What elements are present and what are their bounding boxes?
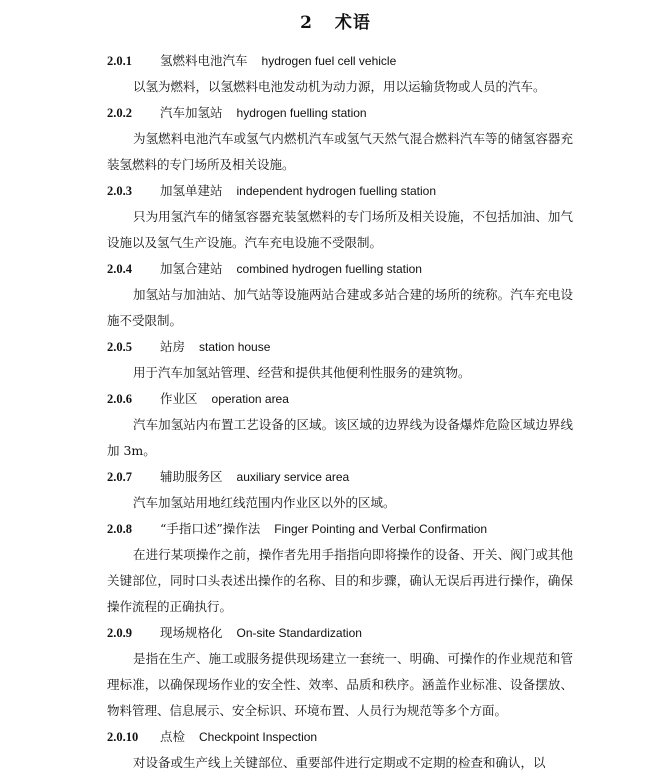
term-entry	[107, 334, 573, 386]
term-chinese-name: 辅助服务区	[160, 469, 223, 484]
term-number: 2.0.5	[107, 340, 132, 354]
term-entry	[107, 464, 573, 516]
term-number: 2.0.3	[107, 184, 132, 198]
term-english-name: Finger Pointing and Verbal Confirmation	[274, 522, 488, 536]
term-definition: 用于汽车加氢站管理、经营和提供其他便利性服务的建筑物。	[133, 365, 471, 380]
term-number: 2.0.6	[107, 392, 132, 406]
term-number: 2.0.7	[107, 470, 132, 484]
term-chinese-name: 加氢单建站	[160, 183, 223, 198]
term-heading	[107, 178, 573, 204]
term-entry	[107, 48, 573, 100]
term-chinese-name: 氢燃料电池汽车	[160, 53, 248, 68]
term-number: 2.0.2	[107, 106, 132, 120]
term-entry	[107, 620, 573, 724]
terms-list	[107, 48, 573, 776]
term-heading	[107, 516, 573, 542]
term-definition: 对设备或生产线上关键部位、重要部件进行定期或不定期的检查和确认，以	[133, 755, 546, 770]
term-heading	[107, 256, 573, 282]
term-definition: 汽车加氢站内布置工艺设备的区域。该区域的边界线为设备爆炸危险区域边界线加 3m。	[107, 417, 573, 458]
term-entry	[107, 178, 573, 256]
term-chinese-name: 点检	[160, 729, 186, 744]
term-heading	[107, 620, 573, 646]
term-definition: 为氢燃料电池汽车或氢气内燃机汽车或氢气天然气混合燃料汽车等的储氢容器充装氢燃料的专门场所及相关设施。	[107, 131, 573, 172]
term-number: 2.0.8	[107, 522, 132, 536]
term-definition: 加氢站与加油站、加气站等设施两站合建或多站合建的场所的统称。汽车充电设施不受限制。	[107, 287, 573, 328]
term-definition: 只为用氢汽车的储氢容器充装氢燃料的专门场所及相关设施，不包括加油、加气设施以及氢气生产设施。汽车充电设施不受限制。	[107, 209, 573, 250]
term-heading	[107, 48, 573, 74]
chapter-heading	[0, 8, 671, 33]
chapter-number: 2	[300, 13, 313, 33]
term-chinese-name: 现场规格化	[160, 625, 223, 640]
term-english-name: combined hydrogen fuelling station	[236, 262, 422, 276]
term-entry	[107, 100, 573, 178]
term-english-name: station house	[199, 340, 271, 354]
chapter-title-text: 术语	[334, 13, 371, 33]
term-entry	[107, 516, 573, 620]
term-number: 2.0.9	[107, 626, 132, 640]
term-english-name: independent hydrogen fuelling station	[236, 184, 437, 198]
term-heading	[107, 464, 573, 490]
term-english-name: hydrogen fuel cell vehicle	[261, 54, 397, 68]
term-english-name: auxiliary service area	[236, 470, 350, 484]
term-heading	[107, 334, 573, 360]
term-heading	[107, 724, 573, 750]
term-chinese-name: 站房	[160, 339, 186, 354]
term-entry	[107, 256, 573, 334]
term-definition: 在进行某项操作之前，操作者先用手指指向即将操作的设备、开关、阀门或其他关键部位，同时口头表述出操作的名称、目的和步骤，确认无误后再进行操作，确保操作流程的正确执行。	[107, 547, 573, 614]
term-entry	[107, 386, 573, 464]
term-heading	[107, 100, 573, 126]
term-definition: 以氢为燃料，以氢燃料电池发动机为动力源，用以运输货物或人员的汽车。	[133, 79, 546, 94]
term-english-name: Checkpoint Inspection	[199, 730, 318, 744]
term-english-name: On-site Standardization	[236, 626, 362, 640]
term-heading	[107, 386, 573, 412]
term-chinese-name: 作业区	[160, 391, 198, 406]
term-chinese-name: 加氢合建站	[160, 261, 223, 276]
term-chinese-name: “手指口述”操作法	[160, 521, 261, 536]
term-number: 2.0.1	[107, 54, 132, 68]
term-entry	[107, 724, 573, 776]
term-number: 2.0.4	[107, 262, 132, 276]
term-english-name: hydrogen fuelling station	[236, 106, 367, 120]
term-number: 2.0.10	[107, 730, 139, 744]
term-definition: 汽车加氢站用地红线范围内作业区以外的区域。	[133, 495, 396, 510]
term-definition: 是指在生产、施工或服务提供现场建立一套统一、明确、可操作的作业规范和管理标准，以确保现场作业的安全性、效率、品质和秩序。涵盖作业标准、设备摆放、物料管理、信息展示、安全标识、环境布置、人员行为规范等多个方面。	[107, 651, 573, 718]
term-chinese-name: 汽车加氢站	[160, 105, 223, 120]
term-english-name: operation area	[211, 392, 289, 406]
